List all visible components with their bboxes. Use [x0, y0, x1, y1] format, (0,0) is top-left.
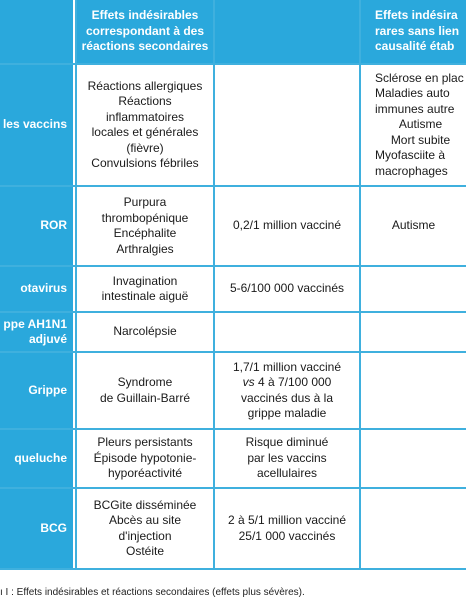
effect-line: inflammatoires — [105, 109, 185, 124]
effect-line: Narcolépsie — [113, 324, 177, 339]
table-caption: ı I : Effets indésirables et réactions secondaires (effets plus sévères). — [0, 587, 305, 598]
unrelated-line: immunes autre — [375, 101, 455, 116]
frequency-line: Risque diminué — [245, 435, 329, 450]
effect-line: Arthralgies — [116, 241, 174, 256]
header-text: rares sans lien — [375, 23, 460, 38]
table-header-row — [0, 0, 466, 65]
vaccine-name — [0, 313, 73, 351]
frequency-cell — [213, 489, 359, 568]
frequency-cell — [213, 430, 359, 487]
unrelated-effects-cell — [359, 430, 466, 487]
frequency-line: 1,7/1 million vacciné — [232, 359, 342, 374]
vaccine-name — [0, 353, 73, 428]
unrelated-effects-cell — [359, 313, 466, 351]
side-effects-cell — [75, 313, 213, 351]
unrelated-effects-cell — [359, 353, 466, 428]
effect-line: (fièvre) — [126, 140, 164, 155]
unrelated-line: Autisme — [398, 117, 443, 132]
effect-line: Réactions — [118, 94, 172, 108]
unrelated-line: Autisme — [391, 218, 436, 233]
effect-line: Encéphalite — [113, 226, 177, 240]
unrelated-effects-cell — [359, 65, 466, 185]
effect-line: Pleurs persistants — [97, 435, 193, 450]
vaccine-name — [0, 430, 73, 487]
unrelated-effects-cell — [359, 267, 466, 311]
table-row — [0, 187, 466, 267]
frequency-cell — [213, 313, 359, 351]
effect-line: d'injection — [118, 528, 172, 543]
frequency-line: vs 4 à 7/100 000 — [242, 375, 332, 389]
unrelated-line: Sclérose en plac — [375, 70, 464, 85]
side-effects-cell — [75, 267, 213, 311]
vaccine-name — [0, 65, 73, 185]
header-text: Effets indésira — [375, 8, 458, 23]
vaccine-label: Grippe — [28, 382, 67, 397]
header-text: réactions secondaires — [81, 39, 209, 54]
effect-line: Ostéite — [125, 544, 164, 558]
table-row — [0, 65, 466, 187]
effect-line: Syndrome — [117, 375, 173, 389]
side-effects-cell — [75, 187, 213, 265]
vaccine-name — [0, 267, 73, 311]
vaccine-name — [0, 489, 73, 568]
table-row — [0, 489, 466, 570]
unrelated-effects-cell — [359, 187, 466, 265]
frequency-cell — [213, 267, 359, 311]
header-side-effects — [75, 0, 213, 63]
header-unrelated-effects — [359, 0, 466, 63]
vaccine-label: queluche — [14, 450, 67, 465]
frequency-line: 5-6/100 000 vaccinés — [229, 281, 345, 296]
frequency-line: 0,2/1 million vacciné — [232, 218, 342, 233]
effect-line: Réactions allergiques — [87, 78, 203, 93]
vaccine-label: adjuvé — [28, 332, 67, 346]
effect-line: thrombopénique — [101, 210, 189, 225]
effect-line: intestinale aiguë — [101, 289, 189, 303]
unrelated-line: macrophages — [375, 163, 448, 178]
vaccine-label: otavirus — [20, 281, 67, 296]
vaccine-label: ROR — [40, 218, 67, 233]
effect-line: de Guillain-Barré — [99, 390, 191, 405]
header-vaccine-cell — [0, 0, 73, 63]
vaccine-name — [0, 187, 73, 265]
frequency-line: par les vaccins — [247, 450, 327, 465]
frequency-line: 2 à 5/1 million vacciné — [227, 513, 347, 527]
table-row — [0, 430, 466, 489]
effect-line: Épisode hypotonie- — [93, 450, 197, 465]
side-effects-cell — [75, 489, 213, 568]
side-effects-cell — [75, 65, 213, 185]
unrelated-effects-cell — [359, 489, 466, 568]
vaccine-label: BCG — [40, 520, 67, 535]
header-text: Effets indésirables — [91, 8, 199, 23]
vaccine-label: ppe AH1N1 — [3, 316, 67, 331]
header-text: causalité étab — [375, 39, 455, 54]
side-effects-cell — [75, 353, 213, 428]
header-frequency — [213, 0, 359, 63]
effect-line: Convulsions fébriles — [91, 156, 199, 170]
effect-line: locales et générales — [91, 125, 199, 139]
unrelated-line: Mort subite — [390, 132, 451, 147]
frequency-line: grippe maladie — [247, 406, 327, 420]
side-effects-cell — [75, 430, 213, 487]
unrelated-line: Myofasciite à — [375, 148, 446, 163]
frequency-line: acellulaires — [256, 466, 318, 481]
frequency-line: 25/1 000 vaccinés — [238, 528, 336, 543]
table-row — [0, 267, 466, 313]
frequency-cell — [213, 187, 359, 265]
effect-line: Abcès au site — [108, 513, 182, 527]
vaccine-label: les vaccins — [2, 117, 67, 132]
header-text: correspondant à des — [85, 23, 205, 38]
effect-line: BCGite disséminée — [93, 497, 197, 512]
frequency-cell — [213, 353, 359, 428]
table-row — [0, 313, 466, 353]
frequency-cell — [213, 65, 359, 185]
table-row — [0, 353, 466, 430]
effect-line: hyporéactivité — [107, 466, 183, 481]
frequency-line: vaccinés dus à la — [240, 390, 334, 405]
effect-line: Purpura — [123, 195, 167, 209]
effect-line: Invagination — [112, 273, 178, 288]
unrelated-line: Maladies auto — [375, 86, 450, 101]
